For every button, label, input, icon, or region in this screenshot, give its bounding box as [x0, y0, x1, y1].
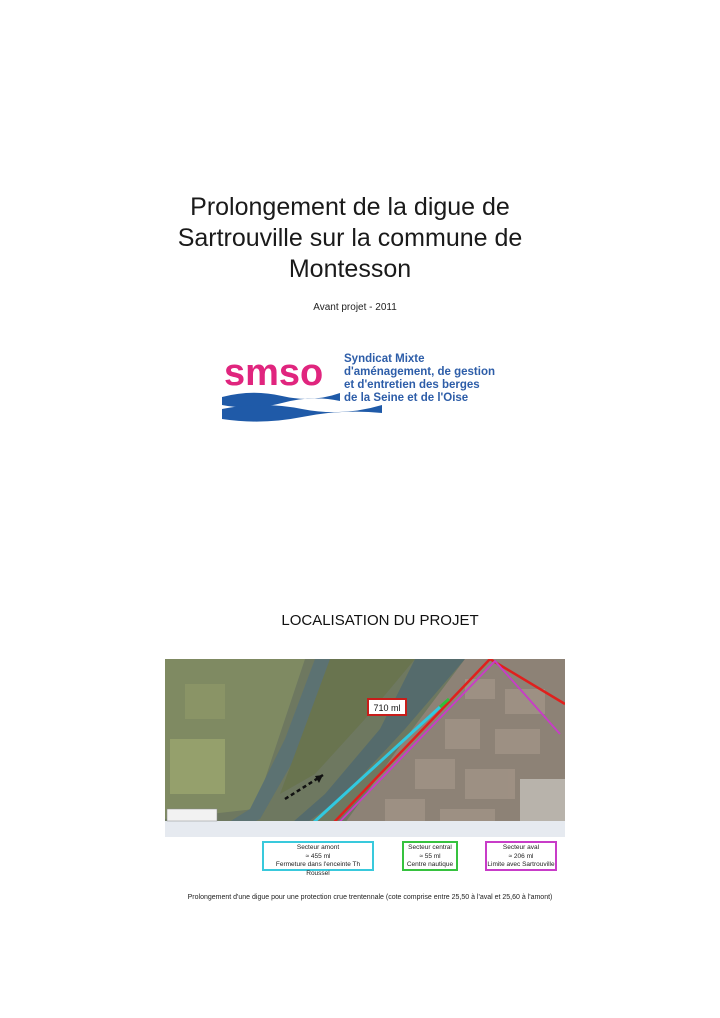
block — [445, 719, 480, 749]
field-1 — [170, 739, 225, 794]
sector-amont-desc: Fermeture dans l'enceinte Th Roussel — [275, 861, 361, 877]
logo-text-line-3: et d'entretien des berges — [344, 379, 480, 391]
document-title — [150, 192, 550, 285]
smso-logo — [222, 349, 502, 429]
block — [415, 759, 455, 789]
title-line-1: Prolongement de la digue de — [190, 193, 510, 221]
sector-aval-length: ≈ 206 ml — [508, 852, 534, 860]
length-label: 710 ml — [373, 703, 401, 713]
parking-lot — [520, 779, 565, 824]
sector-amont-name: Secteur amont — [296, 844, 340, 851]
block — [495, 729, 540, 754]
sector-amont-callout — [262, 841, 374, 877]
sector-central-callout — [402, 841, 458, 871]
aerial-map-graphic — [165, 659, 565, 837]
sector-aval-callout — [485, 841, 557, 871]
aerial-map — [165, 659, 565, 837]
field-2 — [185, 684, 225, 719]
title-line-3: Montesson — [288, 255, 412, 283]
document-subtitle: Avant projet - 2011 — [313, 302, 397, 313]
logo-wave-2 — [222, 405, 382, 422]
sector-central-length: ≈ 55 ml — [419, 852, 441, 860]
map-toolbar — [165, 821, 565, 837]
title-line-2: Sartrouville sur la commune de — [177, 224, 523, 252]
logo-text — [344, 353, 495, 405]
logo-text-line-4: de la Seine et de l'Oise — [344, 392, 469, 404]
map-caption: Prolongement d'une digue pour une protection crue trentennale (cote comprise entre 25,50 à l'aval et 25,60 à l'amont) — [187, 894, 553, 901]
section-title: LOCALISATION DU PROJET — [281, 612, 479, 629]
logo-wave-1 — [222, 393, 340, 408]
logo-text-line-2: d'aménagement, de gestion — [344, 366, 495, 378]
sector-central-desc: Centre nautique — [406, 861, 454, 868]
logo-text-line-1: Syndicat Mixte — [344, 353, 425, 365]
block — [385, 799, 425, 824]
block — [465, 769, 515, 799]
sector-aval-desc: Limite avec Sartrouville — [487, 861, 555, 868]
sector-aval-name: Secteur aval — [502, 844, 540, 851]
logo-wordmark: smso — [224, 352, 324, 394]
map-scale-box — [167, 809, 217, 821]
sector-amont-length: ≈ 455 ml — [305, 852, 331, 860]
sector-central-name: Secteur central — [408, 844, 452, 851]
